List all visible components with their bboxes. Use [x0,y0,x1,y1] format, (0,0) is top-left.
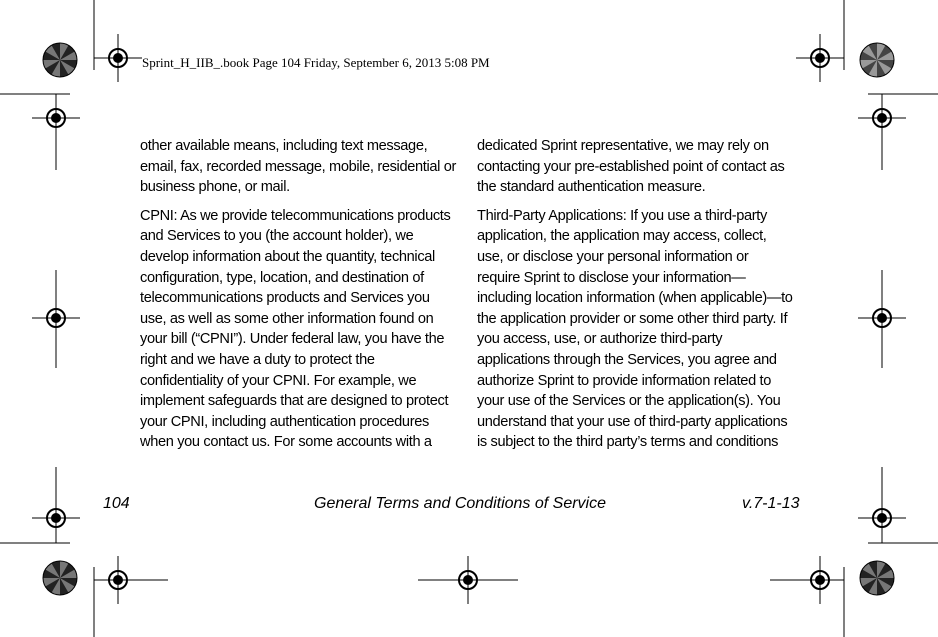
registration-mark-icon [32,294,80,342]
page-number: 104 [103,495,130,512]
color-wheel-icon [43,43,77,77]
registration-mark-icon [32,94,80,142]
registration-mark-icon [858,94,906,142]
registration-mark-icon [770,556,844,604]
registration-mark-icon [858,294,906,342]
paragraph: other available means, including text message, email, fax, recorded message, mobile, residential or business phone, or mail. [140,138,456,196]
registration-mark-icon [94,556,168,604]
paragraph-text: : If you use a third-party application, the application may access, collect, use, or disclose your personal information or require Sprint to disclose your information—including location information (when applicable)—to the application provider or some other third party. If you access, use, or authorize third-party applications through the Services, you agree and authorize Sprint to provide information related to your use of the Services or the application(s). You understand that your use of third-party applications is subject to the third party’s terms and conditions [477,207,793,451]
color-wheel-icon [43,561,77,595]
registration-mark-icon [32,494,80,542]
term-label: CPNI [140,207,174,224]
paragraph-text: : As we provide telecommunications products and Services to you (the account holder), we develop information about the quantity, technical configuration, type, location, and destination of telecommunications products and Services you use, as well as some other information found on your bill (“CPNI”). Under federal law, you have the right and we have a duty to protect the confidentiality of your CPNI. For example, we implement safeguards that are designed to protect your CPNI, including authentication procedures when you contact us. For some accounts with a [140,207,451,451]
registration-mark-icon [858,494,906,542]
right-column [477,136,795,461]
version-label: v.7-1-13 [742,495,800,512]
registration-mark-icon [796,34,844,82]
paragraph: dedicated Sprint representative, we may rely on contacting your pre-established point of contact as the standard authentication measure. [477,138,785,196]
color-wheel-icon [860,43,894,77]
color-wheel-icon [860,561,894,595]
registration-mark-icon [418,556,518,604]
registration-mark-icon [94,34,142,82]
paragraph [477,206,795,453]
footer-title: General Terms and Conditions of Service [314,495,606,512]
left-column [140,136,458,461]
paragraph [140,206,458,453]
book-info-header: Sprint_H_IIB_.book Page 104 Friday, September 6, 2013 5:08 PM [142,55,490,70]
term-label: Third-Party Applications [477,207,623,224]
